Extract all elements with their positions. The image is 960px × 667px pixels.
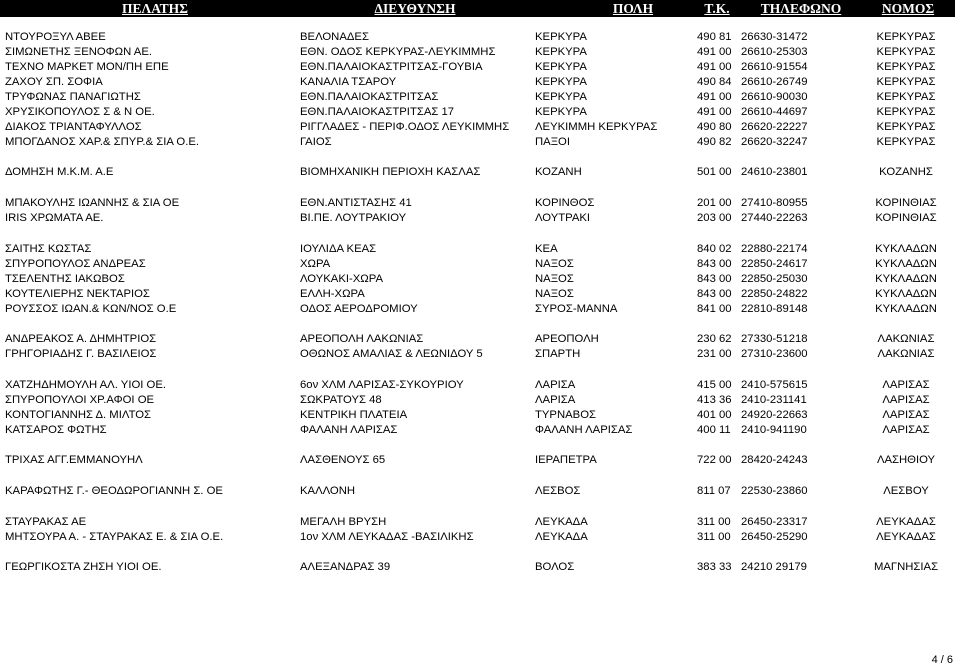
client-phone: 2410-941190 [741,424,807,436]
client-prefecture: ΛΕΣΒΟΥ [883,485,929,497]
client-city: ΚΕΡΚΥΡΑ [535,31,587,43]
client-name: ΚΟΥΤΕΛΙΕΡΗΣ ΝΕΚΤΑΡΙΟΣ [5,288,150,300]
client-city: ΚΟΖΑΝΗ [535,166,582,178]
client-name: ΤΣΕΛΕΝΤΗΣ ΙΑΚΩΒΟΣ [5,273,125,285]
client-postal-code: 491 00 [697,46,732,58]
client-name: ΝΤΟΥΡΟΞΥΛ ΑΒΕΕ [5,31,106,43]
client-address: 1ον ΧΛΜ ΛΕΥΚΑΔΑΣ -ΒΑΣΙΛΙΚΗΣ [300,531,474,543]
client-city: ΚΟΡΙΝΘΟΣ [535,197,595,209]
client-address: ΣΩΚΡΑΤΟΥΣ 48 [300,394,382,406]
client-phone: 27440-22263 [741,212,808,224]
client-city: ΝΑΞΟΣ [535,273,574,285]
client-phone: 27330-51218 [741,333,808,345]
client-phone: 28420-24243 [741,454,808,466]
client-name: ΤΡΥΦΩΝΑΣ ΠΑΝΑΓΙΩΤΗΣ [5,91,141,103]
table-row [0,30,960,45]
client-city: ΚΕΡΚΥΡΑ [535,106,587,118]
client-city: ΚΕΡΚΥΡΑ [535,46,587,58]
client-name: ΚΑΡΑΦΩΤΗΣ Γ.- ΘΕΟΔΩΡΟΓΙΑΝΝΗ Σ. ΟΕ [5,485,223,497]
client-prefecture: ΛΕΥΚΑΔΑΣ [876,531,936,543]
client-prefecture: ΚΥΚΛΑΔΩΝ [875,303,937,315]
client-address: ΕΘΝ.ΠΑΛΑΙΟΚΑΣΤΡΙΤΣΑΣ 17 [300,106,455,118]
table-row [0,393,960,408]
client-prefecture: ΚΕΡΚΥΡΑΣ [876,91,936,103]
client-prefecture: ΛΑΡΙΣΑΣ [882,379,930,391]
header-client: ΠΕΛΑΤΗΣ [122,1,188,16]
client-prefecture: ΚΕΡΚΥΡΑΣ [876,136,936,148]
client-address: ΡΙΓΓΛΑΔΕΣ - ΠΕΡΙΦ.ΟΔΟΣ ΛΕΥΚΙΜΜΗΣ [300,121,510,133]
client-phone: 26610-25303 [741,46,808,58]
table-row [0,530,960,545]
client-prefecture: ΚΥΚΛΑΔΩΝ [875,273,937,285]
client-address: ΚΕΝΤΡΙΚΗ ΠΛΑΤΕΙΑ [300,409,408,421]
client-name: ΤΡΙΧΑΣ ΑΓΓ.ΕΜΜΑΝΟΥΗΛ [5,454,143,466]
client-phone: 26620-22227 [741,121,808,133]
table-row [0,453,960,468]
client-address: ΧΩΡΑ [300,258,331,270]
page-number: 4 / 6 [931,654,953,666]
client-postal-code: 311 00 [697,531,731,543]
client-name: ΣΠΥΡΟΠΟΥΛΟΣ ΑΝΔΡΕΑΣ [5,258,146,270]
client-name: ΓΡΗΓΟΡΙΑΔΗΣ Γ. ΒΑΣΙΛΕΙΟΣ [5,348,157,360]
client-postal-code: 491 00 [697,106,732,118]
client-address: ΕΘΝ. ΟΔΟΣ ΚΕΡΚΥΡΑΣ-ΛΕΥΚΙΜΜΗΣ [300,46,496,58]
client-city: ΚΕΡΚΥΡΑ [535,91,587,103]
client-phone: 22850-24617 [741,258,808,270]
client-prefecture: ΚΟΡΙΝΘΙΑΣ [875,212,937,224]
table-row [0,560,960,575]
client-postal-code: 311 00 [697,516,731,528]
client-name: ΜΠΟΓΔΑΝΟΣ ΧΑΡ.& ΣΠΥΡ.& ΣΙΑ Ο.Ε. [5,136,200,148]
client-phone: 22880-22174 [741,243,808,255]
client-address: ΕΘΝ.ΠΑΛΑΙΟΚΑΣΤΡΙΤΣΑΣ [300,91,439,103]
client-name: ΜΠΑΚΟΥΛΗΣ ΙΩΑΝΝΗΣ & ΣΙΑ ΟΕ [5,197,180,209]
header-postal: Τ.Κ. [704,1,730,16]
client-name: ΣΙΜΩΝΕΤΗΣ ΞΕΝΟΦΩΝ ΑΕ. [5,46,153,58]
client-city: ΚΕΑ [535,243,558,255]
client-phone: 26450-23317 [741,516,808,528]
client-prefecture: ΚΥΚΛΑΔΩΝ [875,258,937,270]
client-phone: 22850-24822 [741,288,808,300]
client-name: ΓΕΩΡΓΙΚΟΣΤΑ ΖΗΣΗ ΥΙΟΙ ΟΕ. [5,561,162,573]
client-phone: 26610-91554 [741,61,808,73]
client-phone: 26610-26749 [741,76,808,88]
client-prefecture: ΛΕΥΚΑΔΑΣ [876,516,936,528]
client-phone: 26610-44697 [741,106,808,118]
client-phone: 2410-231141 [741,394,807,406]
client-address: ΕΛΛΗ-ΧΩΡΑ [300,288,365,300]
client-address: ΕΘΝ.ΠΑΛΑΙΟΚΑΣΤΡΙΤΣΑΣ-ΓΟΥΒΙΑ [300,61,483,73]
table-row [0,515,960,530]
client-address: ΜΕΓΑΛΗ ΒΡΥΣΗ [300,516,387,528]
client-prefecture: ΚΕΡΚΥΡΑΣ [876,46,936,58]
client-postal-code: 811 07 [697,485,731,497]
client-postal-code: 230 62 [697,333,732,345]
client-name: ΡΟΥΣΣΟΣ ΙΩΑΝ.& ΚΩΝ/ΝΟΣ Ο.Ε [5,303,177,315]
client-city: ΛΕΣΒΟΣ [535,485,581,497]
table-row [0,302,960,317]
client-city: ΒΟΛΟΣ [535,561,575,573]
client-city: ΛΟΥΤΡΑΚΙ [535,212,591,224]
client-name: ΣΑΙΤΗΣ ΚΩΣΤΑΣ [5,243,92,255]
client-postal-code: 490 84 [697,76,732,88]
client-city: ΚΕΡΚΥΡΑ [535,76,587,88]
table-row [0,90,960,105]
client-phone: 26450-25290 [741,531,808,543]
client-postal-code: 203 00 [697,212,732,224]
client-phone: 2410-575615 [741,379,808,391]
client-name: ΚΑΤΣΑΡΟΣ ΦΩΤΗΣ [5,424,107,436]
client-address: ΒΙ.ΠΕ. ΛΟΥΤΡΑΚΙΟΥ [300,212,407,224]
table-row [0,242,960,257]
client-postal-code: 490 81 [697,31,732,43]
table-row [0,257,960,272]
client-name: ΧΑΤΖΗΔΗΜΟΥΛΗ ΑΛ. ΥΙΟΙ ΟΕ. [5,379,166,391]
client-address: ΛΟΥΚΑΚΙ-ΧΩΡΑ [300,273,383,285]
client-postal-code: 843 00 [697,288,732,300]
client-city: ΝΑΞΟΣ [535,288,574,300]
client-phone: 26620-32247 [741,136,808,148]
table-row [0,75,960,90]
client-prefecture: ΚΕΡΚΥΡΑΣ [876,61,936,73]
table-row [0,347,960,362]
client-name: ΧΡΥΣΙΚΟΠΟΥΛΟΣ Σ & Ν ΟΕ. [5,106,155,118]
client-prefecture: ΚΕΡΚΥΡΑΣ [876,121,936,133]
client-phone: 22530-23860 [741,485,808,497]
client-name: ΔΙΑΚΟΣ ΤΡΙΑΝΤΑΦΥΛΛΟΣ [5,121,142,133]
client-prefecture: ΛΑΡΙΣΑΣ [882,394,930,406]
client-address: ΒΕΛΟΝΑΔΕΣ [300,31,369,43]
client-city: ΠΑΞΟΙ [535,136,570,148]
client-postal-code: 843 00 [697,258,732,270]
client-city: ΛΑΡΙΣΑ [535,379,576,391]
client-prefecture: ΛΑΡΙΣΑΣ [882,424,930,436]
client-phone: 27310-23600 [741,348,808,360]
client-phone: 26630-31472 [741,31,808,43]
table-row [0,272,960,287]
client-prefecture: ΚΟΖΑΝΗΣ [879,166,933,178]
client-phone: 24920-22663 [741,409,808,421]
client-city: ΣΠΑΡΤΗ [535,348,581,360]
client-prefecture: ΛΑΚΩΝΙΑΣ [877,333,935,345]
table-row [0,45,960,60]
header-phone: ΤΗΛΕΦΩΝΟ [760,1,842,16]
client-postal-code: 491 00 [697,61,732,73]
client-postal-code: 501 00 [697,166,732,178]
client-city: ΙΕΡΑΠΕΤΡΑ [535,454,597,466]
client-prefecture: ΚΕΡΚΥΡΑΣ [876,76,936,88]
client-city: ΛΕΥΚΑΔΑ [535,516,588,528]
table-row [0,378,960,393]
client-postal-code: 401 00 [697,409,732,421]
client-phone: 24210 29179 [741,561,807,573]
client-city: ΦΑΛΑΝΗ ΛΑΡΙΣΑΣ [535,424,633,436]
client-phone: 24610-23801 [741,166,808,178]
client-city: ΛΕΥΚΙΜΜΗ ΚΕΡΚΥΡΑΣ [535,121,658,133]
client-city: ΤΥΡΝΑΒΟΣ [535,409,596,421]
client-address: ΓΑΙΟΣ [300,136,332,148]
table-row [0,105,960,120]
table-row [0,423,960,438]
client-phone: 22850-25030 [741,273,808,285]
client-address: ΑΛΕΞΑΝΔΡΑΣ 39 [300,561,391,573]
client-address: ΦΑΛΑΝΗ ΛΑΡΙΣΑΣ [300,424,398,436]
table-row [0,196,960,211]
client-city: ΑΡΕΟΠΟΛΗ [535,333,599,345]
client-postal-code: 491 00 [697,91,732,103]
table-row [0,211,960,226]
client-postal-code: 722 00 [697,454,732,466]
table-row [0,165,960,180]
client-city: ΣΥΡΟΣ-ΜΑΝΝΑ [535,303,618,315]
client-city: ΝΑΞΟΣ [535,258,574,270]
client-postal-code: 415 00 [697,379,732,391]
client-name: ΔΟΜΗΣΗ Μ.Κ.Μ. Α.Ε [5,166,114,178]
table-row [0,135,960,150]
client-postal-code: 490 82 [697,136,732,148]
client-postal-code: 201 00 [697,197,732,209]
client-name: ΜΗΤΣΟΥΡΑ Α. - ΣΤΑΥΡΑΚΑΣ Ε. & ΣΙΑ Ο.Ε. [5,531,224,543]
table-row [0,332,960,347]
client-postal-code: 841 00 [697,303,732,315]
client-postal-code: 231 00 [697,348,732,360]
client-phone: 26610-90030 [741,91,808,103]
client-city: ΛΑΡΙΣΑ [535,394,576,406]
client-postal-code: 413 36 [697,394,732,406]
header-prefecture: ΝΟΜΟΣ [881,1,935,16]
client-phone: 27410-80955 [741,197,808,209]
client-address: ΕΘΝ.ΑΝΤΙΣΤΑΣΗΣ 41 [300,197,412,209]
client-name: IRIS ΧΡΩΜΑΤΑ ΑΕ. [5,212,104,224]
client-address: ΙΟΥΛΙΔΑ ΚΕΑΣ [300,243,377,255]
client-prefecture: ΚΕΡΚΥΡΑΣ [876,106,936,118]
client-prefecture: ΚΟΡΙΝΘΙΑΣ [875,197,937,209]
client-address: ΑΡΕΟΠΟΛΗ ΛΑΚΩΝΙΑΣ [300,333,424,345]
client-phone: 22810-89148 [741,303,808,315]
client-postal-code: 400 11 [697,424,731,436]
client-prefecture: ΚΥΚΛΑΔΩΝ [875,288,937,300]
table-row [0,408,960,423]
table-header [0,0,955,17]
client-name: ΚΟΝΤΟΓΙΑΝΝΗΣ Δ. ΜΙΛΤΟΣ [5,409,152,421]
client-name: ΖΑΧΟΥ ΣΠ. ΣΟΦΙΑ [5,76,103,88]
client-city: ΚΕΡΚΥΡΑ [535,61,587,73]
header-address: ΔΙΕΥΘΥΝΣΗ [374,1,456,16]
client-prefecture: ΛΑΚΩΝΙΑΣ [877,348,935,360]
client-name: ΣΤΑΥΡΑΚΑΣ ΑΕ [5,516,87,528]
client-prefecture: ΛΑΣΗΘΙΟΥ [876,454,936,466]
client-name: ΤΕΧΝΟ ΜΑΡΚΕΤ ΜΟΝ/ΠΗ ΕΠΕ [5,61,169,73]
client-address: ΟΔΟΣ ΑΕΡΟΔΡΟΜΙΟΥ [300,303,418,315]
table-row [0,60,960,75]
table-row [0,120,960,135]
header-city: ΠΟΛΗ [612,1,654,16]
client-city: ΛΕΥΚΑΔΑ [535,531,588,543]
client-address: ΒΙΟΜΗΧΑΝΙΚΗ ΠΕΡΙΟΧΗ ΚΑΣΛΑΣ [300,166,481,178]
client-address: ΟΘΩΝΟΣ ΑΜΑΛΙΑΣ & ΛΕΩΝΙΔΟΥ 5 [300,348,483,360]
client-postal-code: 383 33 [697,561,732,573]
client-address: ΚΑΝΑΛΙΑ ΤΣΑΡΟΥ [300,76,397,88]
table-row [0,484,960,499]
table-row [0,287,960,302]
client-prefecture: ΚΕΡΚΥΡΑΣ [876,31,936,43]
client-prefecture: ΜΑΓΝΗΣΙΑΣ [873,561,939,573]
client-address: ΛΑΣΘΕΝΟΥΣ 65 [300,454,386,466]
client-postal-code: 490 80 [697,121,732,133]
client-address: 6ον ΧΛΜ ΛΑΡΙΣΑΣ-ΣΥΚΟΥΡΙΟΥ [300,379,464,391]
client-postal-code: 840 02 [697,243,732,255]
client-name: ΣΠΥΡΟΠΟΥΛΟΙ ΧΡ.ΑΦΟΙ ΟΕ [5,394,155,406]
client-address: ΚΑΛΛΟΝΗ [300,485,356,497]
client-postal-code: 843 00 [697,273,732,285]
client-prefecture: ΛΑΡΙΣΑΣ [882,409,930,421]
client-name: ΑΝΔΡΕΑΚΟΣ Α. ΔΗΜΗΤΡΙΟΣ [5,333,157,345]
client-prefecture: ΚΥΚΛΑΔΩΝ [875,243,937,255]
